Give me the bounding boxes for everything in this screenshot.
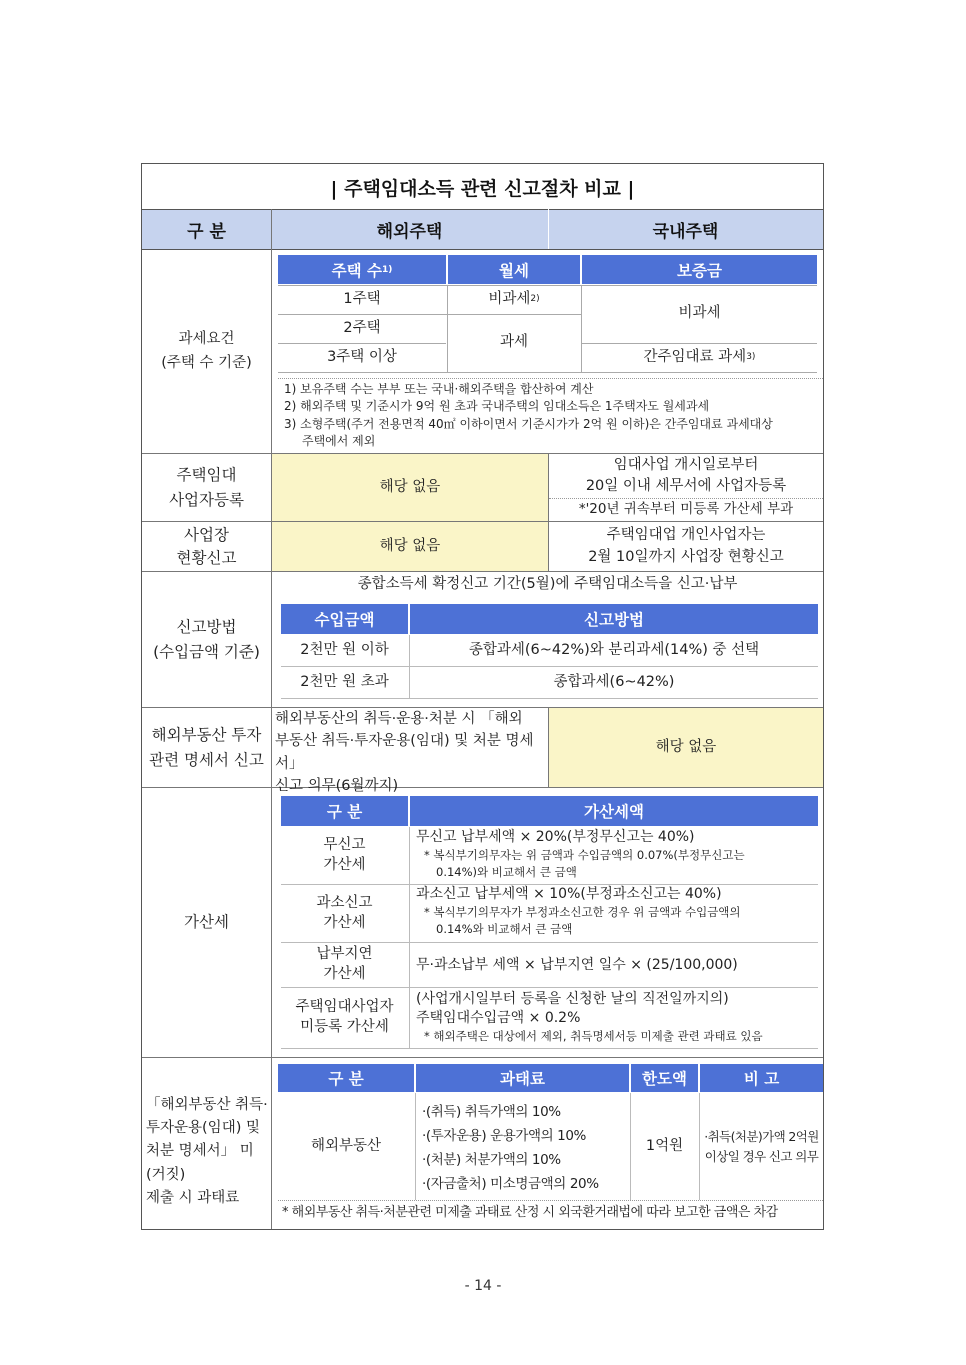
penalty-r1-type-line1: 무신고 bbox=[323, 836, 366, 853]
filing-label bbox=[142, 572, 271, 707]
fine-label-line4: 제출 시 과태료 bbox=[146, 1189, 240, 1206]
statement-overseas-line2: 부동산 취득·투자운용(임대) 및 처분 명세서」 bbox=[275, 733, 534, 772]
statement-overseas-line1: 해외부동산의 취득·운용·처분 시 「해외 bbox=[275, 711, 523, 727]
penalty-r1-note-line1: * 복식부기의무자는 위 금액과 수입금액의 0.07%(부정무신고는 bbox=[424, 847, 745, 862]
status-report-domestic-line2: 2월 10일까지 사업장 현황신고 bbox=[588, 548, 784, 565]
penalty-r4-main-line1: (사업개시일부터 등록을 신청한 날의 직전일까지의) bbox=[416, 991, 729, 1007]
header-category: 구 분 bbox=[142, 209, 271, 249]
taxation-note2: 2) 해외주택 및 기준시가 9억 원 초과 국내주택의 임대소득은 1주택자도 월세과세 bbox=[284, 399, 710, 414]
header-domestic: 국내주택 bbox=[548, 209, 823, 249]
registration-domestic-note: *'20년 귀속부터 미등록 가산세 부과 bbox=[578, 501, 794, 518]
comparison-table bbox=[141, 163, 824, 1230]
taxation-label-line2: (주택 수 기준) bbox=[161, 354, 252, 371]
fine-limit: 1억원 bbox=[645, 1137, 684, 1154]
tax-deposit-bottom-label: 간주임대료 과세 bbox=[643, 348, 747, 365]
th-penalty-type: 구 분 bbox=[281, 796, 408, 826]
tax-r2-houses: 2주택 bbox=[343, 319, 381, 336]
fine-label bbox=[146, 1094, 271, 1206]
status-report-domestic-line1: 주택임대업 개인사업자는 bbox=[606, 527, 766, 544]
fine-type: 해외부동산 bbox=[310, 1137, 382, 1154]
registration-label bbox=[142, 454, 271, 521]
fine-note-line1: ·취득(처분)가액 2억원 bbox=[704, 1128, 819, 1144]
tax-r1-monthly-sup: 2) bbox=[530, 294, 540, 305]
status-report-domestic bbox=[549, 522, 823, 571]
status-report-overseas: 해당 없음 bbox=[272, 522, 548, 571]
statement-label-line2: 관련 명세서 신고 bbox=[149, 750, 264, 769]
statement-overseas bbox=[275, 708, 548, 795]
fine-item1: ·(취득) 취득가액의 10% bbox=[422, 1104, 561, 1120]
statement-label bbox=[142, 708, 271, 787]
th-method: 신고방법 bbox=[410, 604, 818, 634]
penalty-r4-type-line1: 주택임대사업자 bbox=[295, 999, 394, 1016]
penalty-r3-type-line1: 납부지연 bbox=[316, 946, 373, 963]
th-houses-sup: 1) bbox=[381, 264, 393, 275]
page-number: - 14 - bbox=[464, 1278, 502, 1294]
penalty-r1-content bbox=[416, 828, 818, 884]
th-limit: 한도액 bbox=[631, 1064, 698, 1092]
penalty-r4-type-line2: 미등록 가산세 bbox=[300, 1019, 389, 1035]
th-income: 수입금액 bbox=[281, 604, 408, 634]
penalty-r1-note-line2: 0.14%)와 비교해서 큰 금액 bbox=[436, 864, 577, 879]
fine-item3: ·(처분) 처분가액의 10% bbox=[422, 1152, 561, 1169]
filing-r1-income: 2천만 원 이하 bbox=[300, 641, 389, 658]
penalty-r4-type bbox=[281, 988, 408, 1048]
fine-label-line2: 투자운용(임대) 및 bbox=[146, 1120, 260, 1137]
taxation-label bbox=[142, 250, 271, 453]
penalty-label: 가산세 bbox=[184, 913, 229, 932]
penalty-r1-type bbox=[281, 827, 408, 884]
table-title: | 주택임대소득 관련 신고절차 비교 | bbox=[330, 177, 635, 200]
th-fine-type: 구 분 bbox=[278, 1064, 414, 1092]
tax-deposit-top: 비과세 bbox=[678, 305, 721, 322]
registration-overseas: 해당 없음 bbox=[272, 454, 548, 521]
registration-label-line1: 주택임대 bbox=[176, 465, 237, 484]
penalty-r3-main: 무·과소납부 세액 × 납부지연 일수 × (25/100,000) bbox=[416, 956, 738, 973]
taxation-note1: 1) 보유주택 수는 부부 또는 국내·해외주택을 합산하여 계산 bbox=[284, 382, 594, 396]
penalty-r4-main-line2: 주택임대수입금액 × 0.2% bbox=[416, 1009, 581, 1026]
registration-label-line2: 사업자등록 bbox=[169, 490, 244, 509]
penalty-r2-note-line1: * 복식부기의무자가 부정과소신고한 경우 위 금액과 수입금액의 bbox=[424, 904, 741, 919]
th-fine: 과태료 bbox=[416, 1064, 629, 1092]
filing-r2-method: 종합과세(6~42%) bbox=[553, 673, 675, 690]
penalty-r2-type-line2: 가산세 bbox=[323, 914, 366, 931]
status-report-label-line1: 사업장 bbox=[184, 526, 229, 545]
filing-label-line1: 신고방법 bbox=[176, 617, 237, 636]
penalty-r2-note-line2: 0.14%와 비교해서 큰 금액 bbox=[436, 921, 573, 936]
taxation-note3b: 주택에서 제외 bbox=[302, 434, 376, 449]
filing-label-line2: (수입금액 기준) bbox=[153, 642, 260, 661]
th-houses bbox=[278, 255, 446, 284]
registration-domestic bbox=[549, 454, 823, 498]
penalty-r4-note: * 해외주택은 대상에서 제외, 취득명세서등 미제출 관련 과태료 있음 bbox=[424, 1028, 763, 1043]
fine-note bbox=[700, 1093, 823, 1200]
penalty-r2-content bbox=[416, 885, 818, 942]
taxation-label-line1: 과세요건 bbox=[178, 331, 235, 348]
fine-item4: ·(자금출처) 미소명금액의 20% bbox=[422, 1176, 599, 1193]
penalty-r1-type-line2: 가산세 bbox=[323, 856, 366, 873]
statement-domestic: 해당 없음 bbox=[549, 708, 823, 787]
tax-deposit-bottom-sup: 3) bbox=[746, 352, 756, 363]
taxation-note3a: 3) 소형주택(주거 전용면적 40㎡ 이하이면서 기준시가가 2억 원 이하)은 간주임대료 과세대상 bbox=[284, 416, 773, 431]
th-monthly: 월세 bbox=[448, 255, 580, 284]
registration-domestic-line2: 20일 이내 세무서에 사업자등록 bbox=[585, 478, 787, 494]
fine-footnote: * 해외부동산 취득·처분관련 미제출 과태료 산정 시 외국환거래법에 따라 보고한 금액은 차감 bbox=[282, 1205, 778, 1220]
tax-r1-monthly-label: 비과세 bbox=[488, 290, 531, 307]
statement-label-line1: 해외부동산 투자 bbox=[151, 726, 262, 745]
fine-item2: ·(투자운용) 운용가액의 10% bbox=[422, 1128, 586, 1145]
tax-r3-houses: 3주택 이상 bbox=[327, 348, 397, 365]
penalty-r2-main: 과소신고 납부세액 × 10%(부정과소신고는 40%) bbox=[416, 886, 722, 902]
filing-top-text: 종합소득세 확정신고 기간(5월)에 주택임대소득을 신고·납부 bbox=[357, 576, 738, 593]
penalty-r2-type bbox=[281, 885, 408, 942]
th-deposit: 보증금 bbox=[582, 255, 817, 284]
fine-list bbox=[422, 1100, 628, 1196]
fine-label-line3: 처분 명세서」 미(거짓) bbox=[146, 1143, 254, 1183]
tax-r1-monthly bbox=[448, 285, 580, 314]
th-note: 비 고 bbox=[700, 1064, 823, 1092]
th-houses-label: 주택 수 bbox=[331, 261, 382, 280]
fine-note-line2: 이상일 경우 신고 의무 bbox=[704, 1148, 819, 1164]
filing-r2-income: 2천만 원 초과 bbox=[300, 673, 389, 690]
fine-label-line1: 「해외부동산 취득· bbox=[146, 1097, 268, 1113]
penalty-r1-main: 무신고 납부세액 × 20%(부정무신고는 40%) bbox=[416, 829, 695, 845]
taxation-notes bbox=[284, 381, 820, 451]
penalty-r4-content bbox=[416, 990, 818, 1048]
status-report-label-line2: 현황신고 bbox=[176, 548, 237, 567]
tax-deposit-bottom bbox=[582, 343, 817, 372]
penalty-r3-type bbox=[281, 943, 408, 987]
registration-domestic-line1: 임대사업 개시일로부터 bbox=[613, 456, 759, 473]
filing-r1-method: 종합과세(6~42%)와 분리과세(14%) 중 선택 bbox=[468, 641, 760, 658]
penalty-r2-type-line1: 과소신고 bbox=[316, 894, 373, 911]
penalty-r3-type-line2: 가산세 bbox=[323, 966, 366, 982]
status-report-label bbox=[142, 522, 271, 571]
tax-r1-houses: 1주택 bbox=[343, 290, 381, 307]
tax-monthly-bottom: 과세 bbox=[499, 334, 528, 351]
th-penalty-amount: 가산세액 bbox=[410, 796, 818, 826]
header-overseas: 해외주택 bbox=[271, 209, 548, 249]
statement-overseas-line3: 신고 의무(6월까지) bbox=[275, 778, 399, 795]
